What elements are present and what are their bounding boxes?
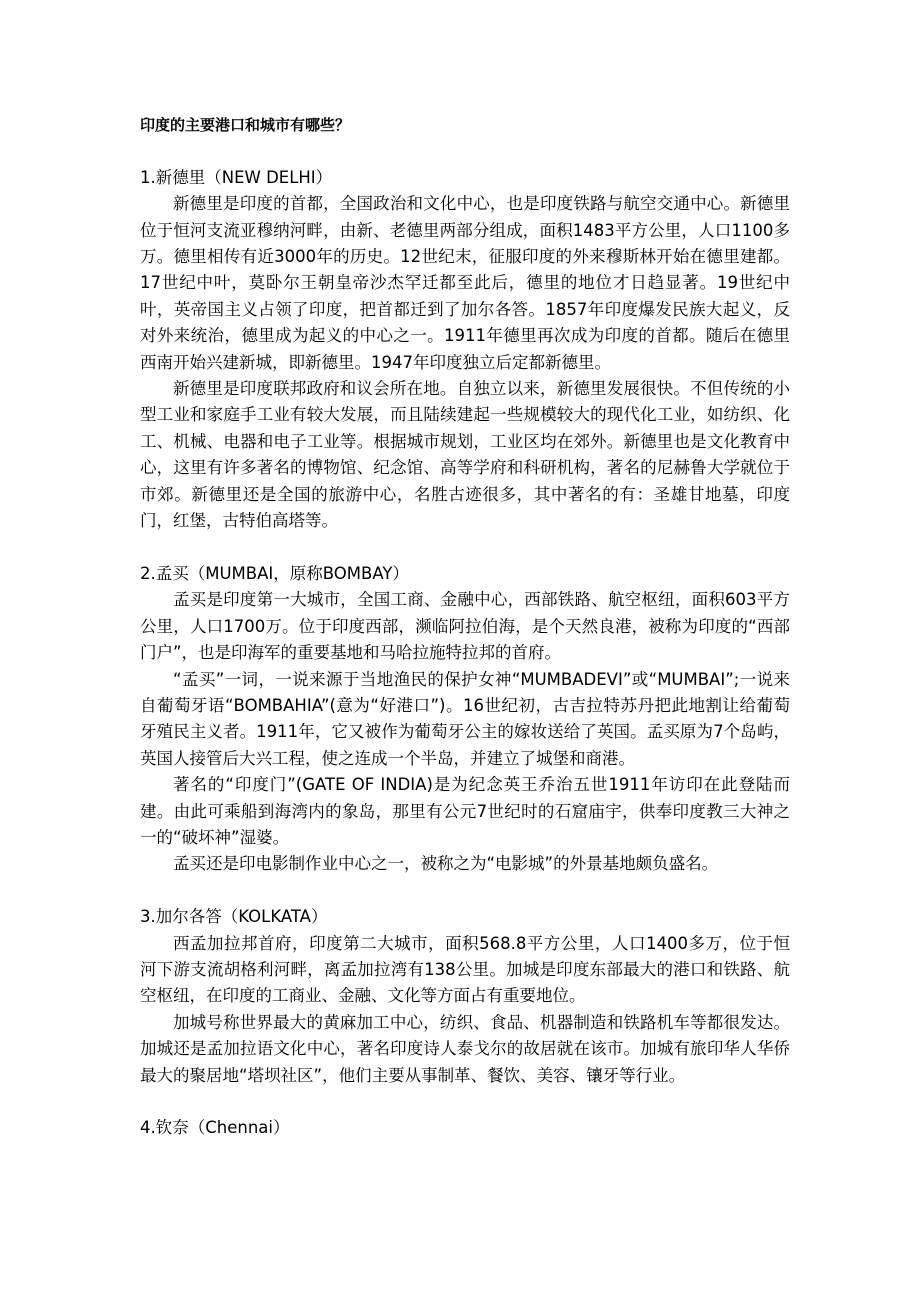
section-chennai bbox=[140, 1115, 790, 1141]
section-mumbai bbox=[140, 561, 790, 878]
paragraph: 新德里是印度的首都，全国政治和文化中心，也是印度铁路与航空交通中心。新德里位于恒河支流亚穆纳河畔，由新、老德里两部分组成，面积1483平方公里，人口1100多万。德里相传有近3000年的历史。12世纪末，征服印度的外来穆斯林开始在德里建都。17世纪中叶，莫卧尔王朝皇帝沙杰罕迁都至此后，德里的地位才日趋显著。19世纪中叶，英帝国主义占领了印度，把首都迁到了加尔各答。1857年印度爆发民族大起义，反对外来统治，德里成为起义的中心之一。1911年德里再次成为印度的首都。随后在德里西南开始兴建新城，即新德里。1947年印度独立后定都新德里。 bbox=[140, 194, 790, 372]
document-body bbox=[140, 112, 790, 1168]
paragraph: 著名的“印度门”(GATE OF INDIA)是为纪念英王乔治五世1911年访印在此登陆而建。由此可乘船到海湾内的象岛，那里有公元7世纪时的石窟庙宇，供奉印度教三大神之一的“破坏神”湿婆。 bbox=[140, 775, 790, 847]
paragraph: 孟买还是印电影制作业中心之一，被称之为“电影城”的外景基地颇负盛名。 bbox=[173, 854, 719, 874]
paragraph: 西孟加拉邦首府，印度第二大城市，面积568.8平方公里，人口1400多万，位于恒河下游支流胡格利河畔，离孟加拉湾有138公里。加城是印度东部最大的港口和铁路、航空枢纽，在印度的工商业、金融、文化等方面占有重要地位。 bbox=[140, 933, 790, 1006]
section-new-delhi bbox=[140, 165, 790, 535]
section-heading: 4.钦奈（Chennai） bbox=[140, 1118, 290, 1138]
section-heading: 1.新德里（NEW DELHI） bbox=[140, 167, 333, 187]
paragraph: 孟买是印度第一大城市，全国工商、金融中心，西部铁路、航空枢纽，面积603平方公里，人口1700万。位于印度西部，濒临阿拉伯海，是个天然良港，被称为印度的“西部门户”，也是印海军的重要基地和马哈拉施特拉邦的首府。 bbox=[140, 590, 790, 663]
paragraph: “孟买”一词，一说来源于当地渔民的保护女神“MUMBADEVI”或“MUMBAI”;一说来自葡萄牙语“BOMBAHIA”(意为“好港口”)。16世纪初，古吉拉特苏丹把此地割让给葡萄牙殖民主义者。1911年，它又被作为葡萄牙公主的嫁妆送给了英国。孟买原为7个岛屿，英国人接管后大兴工程，使之连成一个半岛，并建立了城堡和商港。 bbox=[140, 669, 790, 768]
paragraph: 新德里是印度联邦政府和议会所在地。自独立以来，新德里发展很快。不但传统的小型工业和家庭手工业有较大发展，而且陆续建起一些规模较大的现代化工业，如纺织、化工、机械、电器和电子工业等。根据城市规划，工业区均在郊外。新德里也是文化教育中心，这里有许多著名的博物馆、纪念馆、高等学府和科研机构，著名的尼赫鲁大学就位于市郊。新德里还是全国的旅游中心，名胜古迹很多，其中著名的有：圣雄甘地墓，印度门，红堡，古特伯高塔等。 bbox=[140, 379, 790, 531]
paragraph: 加城号称世界最大的黄麻加工中心，纺织、食品、机器制造和铁路机车等都很发达。 加城还是孟加拉语文化中心，著名印度诗人泰戈尔的故居就在该市。加城有旅印华人华侨最大的聚居地“塔坝社区”，他们主要从事制革、餐饮、美容、镶牙等行业。 bbox=[140, 1012, 790, 1085]
section-heading: 2.孟买（MUMBAI，原称BOMBAY） bbox=[140, 563, 409, 583]
section-heading: 3.加尔各答（KOLKATA） bbox=[140, 907, 328, 927]
section-kolkata bbox=[140, 904, 790, 1089]
document-title: 印度的主要港口和城市有哪些？ bbox=[140, 116, 351, 134]
